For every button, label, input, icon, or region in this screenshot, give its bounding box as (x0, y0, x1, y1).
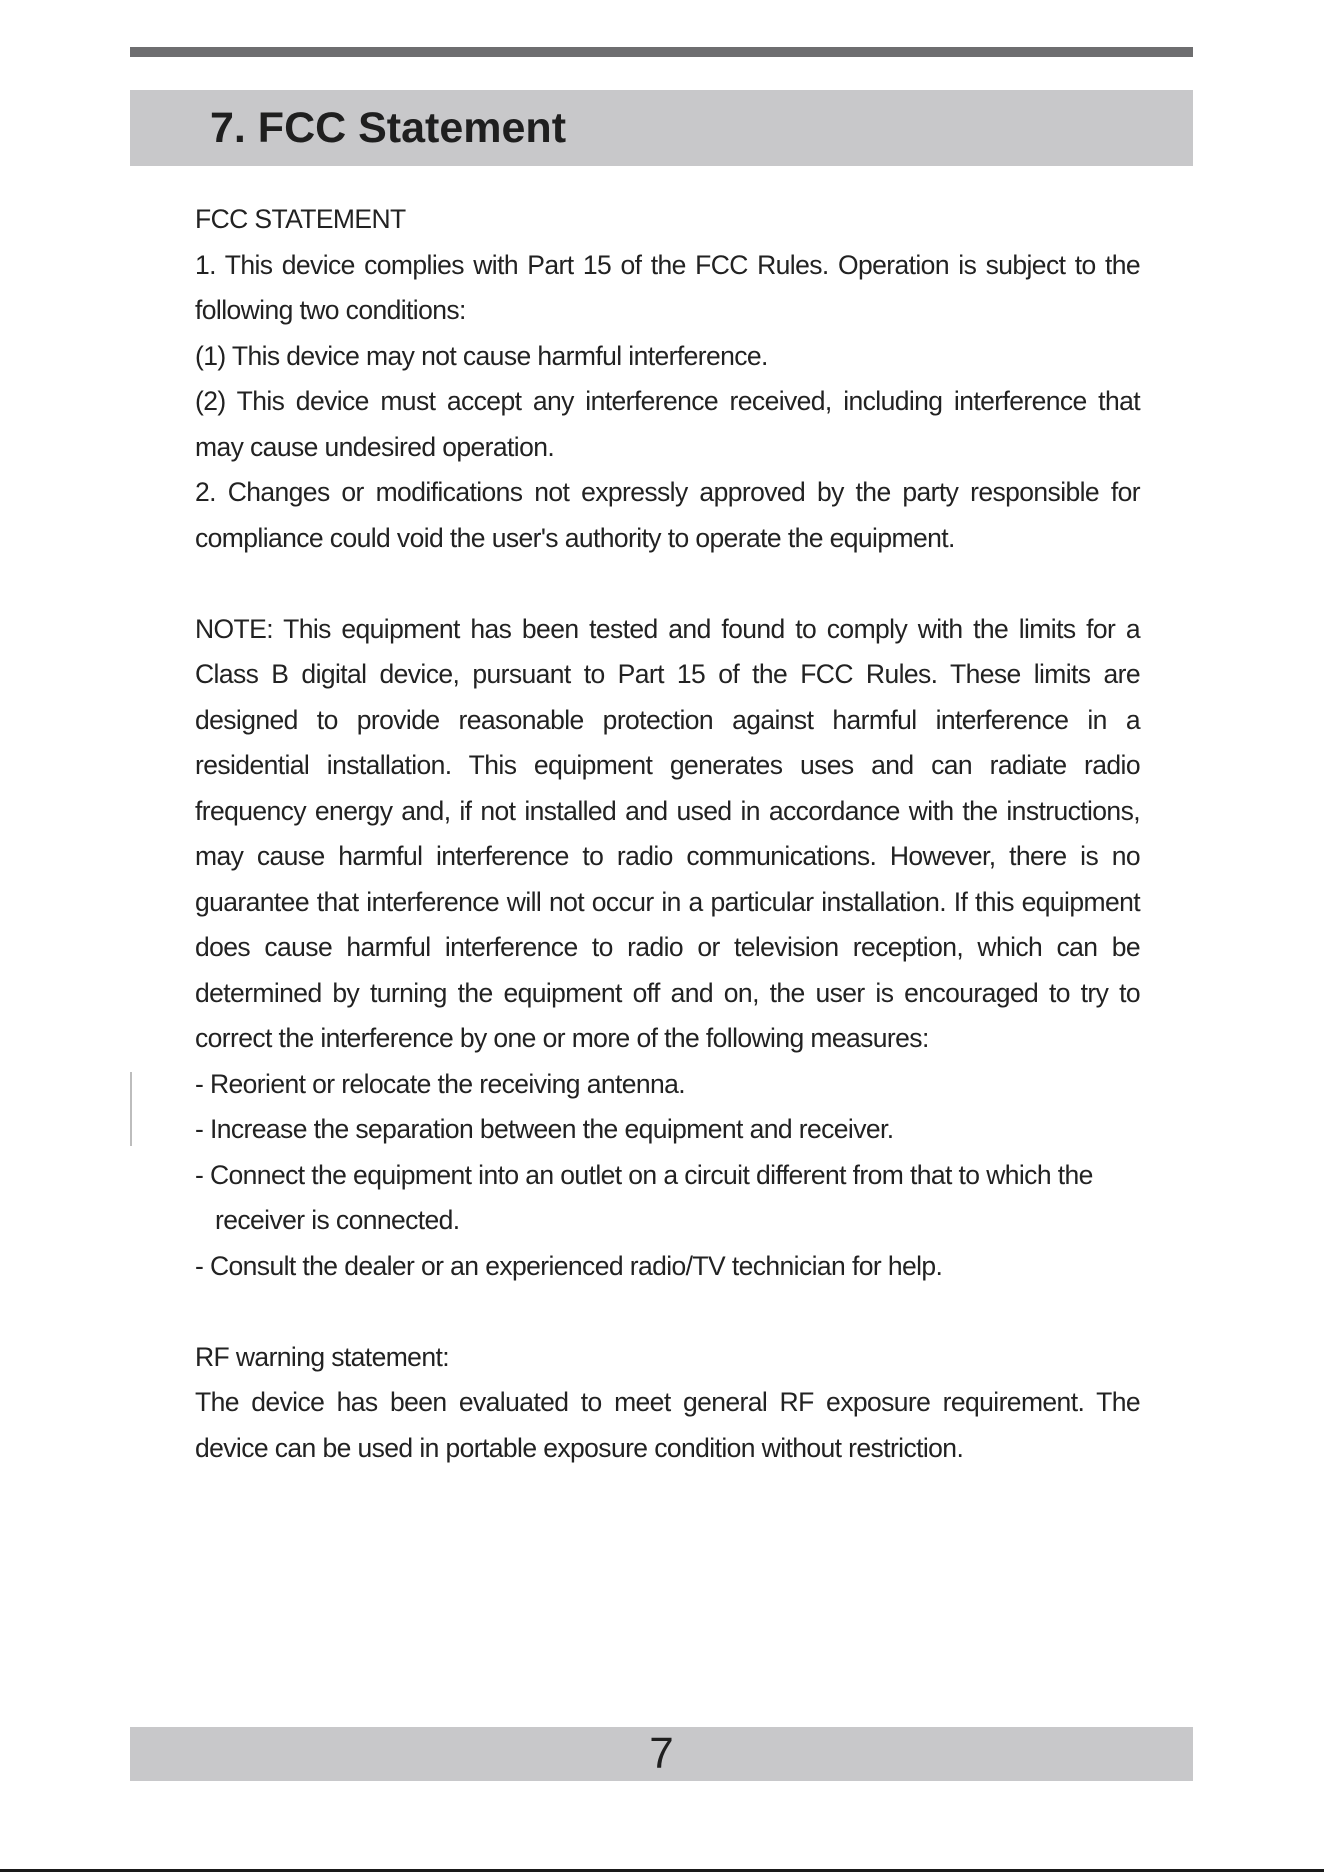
margin-mark (130, 1072, 132, 1146)
measure-item-continuation: receiver is connected. (215, 1205, 460, 1235)
rf-paragraph: The device has been evaluated to meet general RF exposure requirement. The device can be used in portable exposure condition without restriction. (195, 1387, 1140, 1463)
rf-heading: RF warning statement: (195, 1341, 449, 1372)
footer-band (130, 1727, 1193, 1781)
fcc-heading: FCC STATEMENT (195, 204, 406, 234)
paragraph-gap (195, 561, 1140, 607)
fcc-item-1: 1. This device complies with Part 15 of the FCC Rules. Operation is subject to the following two conditions: (195, 249, 1140, 325)
paragraph-gap (195, 1289, 1140, 1335)
top-rule (130, 47, 1193, 57)
measure-item: - Connect the equipment into an outlet on a circuit different from that to which the (195, 1159, 1093, 1190)
note-paragraph: NOTE: This equipment has been tested and found to comply with the limits for a Class B digital device, pursuant to Part 15 of the FCC Rules. These limits are designed to provide reasonable protection against harmful interference in a residential installation. This equipment generates uses and can radiate radio frequency energy and, if not installed and used in accordance with the instructions, may cause harmful interference to radio communications. However, there is no guarantee that interference will not occur in a particular installation. If this equipment does cause harmful interference to radio or television reception, which can be determined by turning the equipment off and on, the user is encouraged to try to correct the interference by one or more of the following measures: (195, 613, 1140, 1053)
measure-item: - Consult the dealer or an experienced radio/TV technician for help. (195, 1250, 943, 1281)
fcc-condition-2: (2) This device must accept any interference received, including interference that may cause undesired operation. (195, 386, 1140, 462)
page-content (195, 197, 1140, 1471)
measure-item: - Reorient or relocate the receiving antenna. (195, 1068, 686, 1099)
section-title: 7. FCC Statement (210, 104, 567, 152)
section-title-band (130, 90, 1193, 166)
fcc-condition-1: (1) This device may not cause harmful interference. (195, 340, 768, 371)
fcc-item-2: 2. Changes or modifications not expressly approved by the party responsible for compliance could void the user's authority to operate the equipment. (195, 477, 1140, 553)
page-number: 7 (649, 1729, 674, 1778)
measure-item: - Increase the separation between the equipment and receiver. (195, 1114, 894, 1144)
